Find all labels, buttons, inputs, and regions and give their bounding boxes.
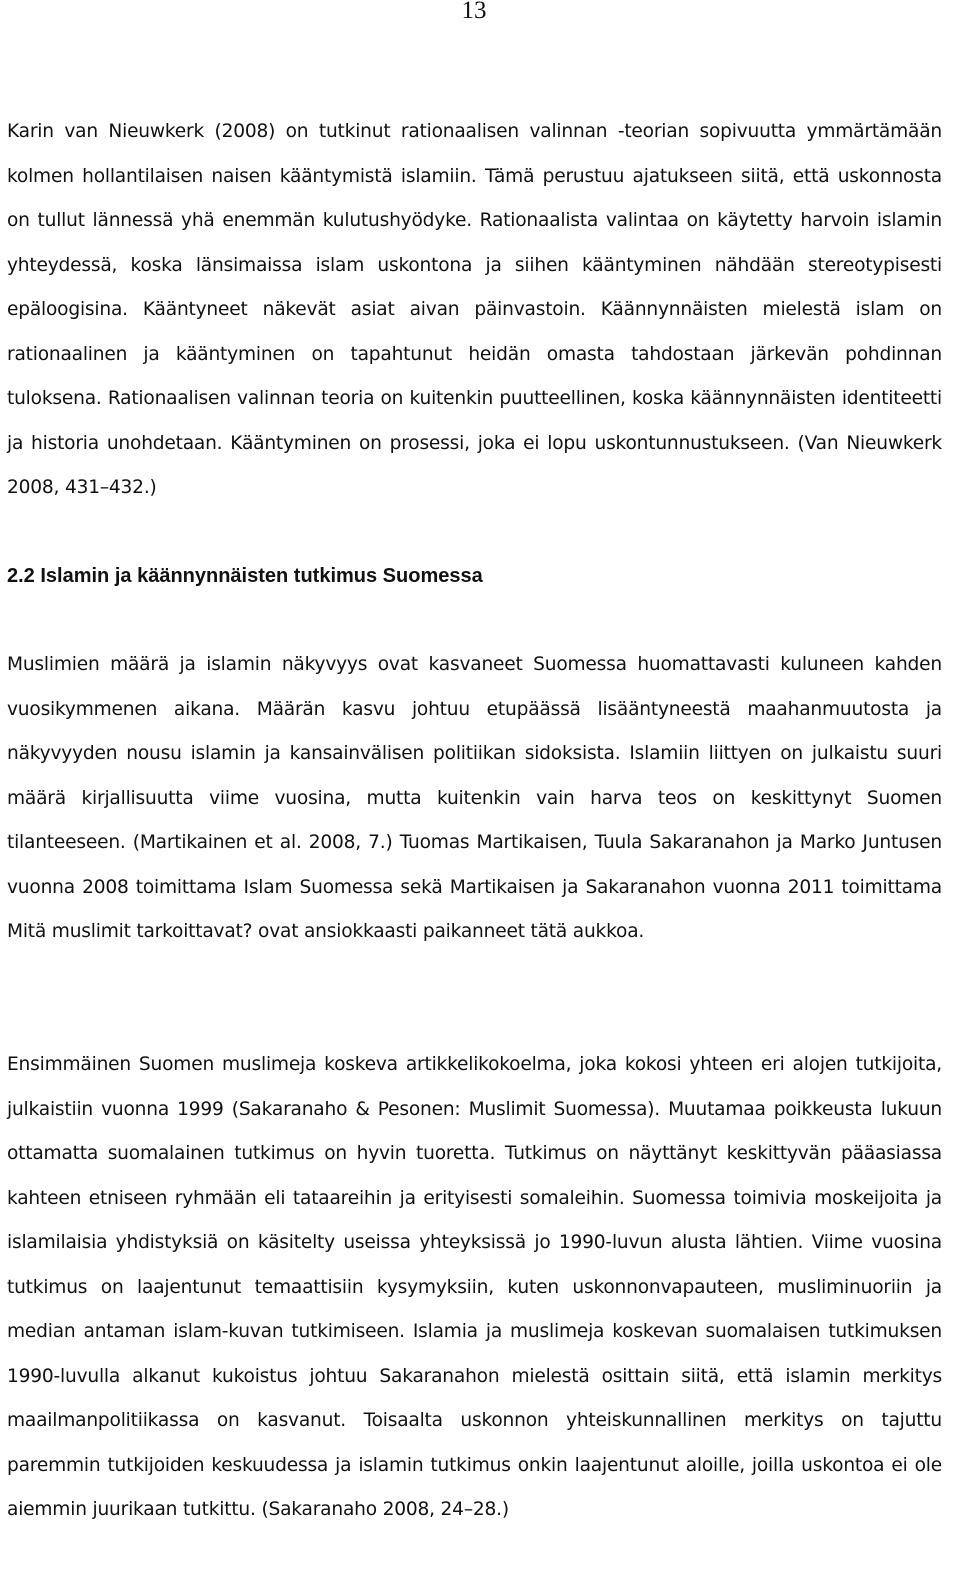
section-heading: 2.2 Islamin ja käännynnäisten tutkimus Suomessa [7,565,483,587]
paragraph-muslims-in-finland: Muslimien määrä ja islamin näkyvyys ovat kasvaneet Suomessa huomattavasti kuluneen kahden vuosikymmenen aikana. Määrän kasvu johtuu etupäässä lisääntyneestä maahanmuutosta ja näkyvyyden nousu islamin ja kansainvälisen politiikan sidoksista. Islamiin liittyen on julkaistu suuri määrä kirjallisuutta viime vuosina, mutta kuitenkin vain harva teos on keskittynyt Suomen tilanteeseen. (Martikainen et al. 2008, 7.) Tuomas Martikaisen, Tuula Sakaranahon ja Marko Juntusen vuonna 2008 toimittama Islam Suomessa sekä Martikaisen ja Sakaranahon vuonna 2011 toimittama Mitä muslimit tarkoittavat? ovat ansiokkaasti paikanneet tätä aukkoa. [7,654,942,942]
paragraph-research-history: Ensimmäinen Suomen muslimeja koskeva artikkelikokoelma, joka kokosi yhteen eri alojen tutkijoita, julkaistiin vuonna 1999 (Sakaranaho & Pesonen: Muslimit Suomessa). Muutamaa poikkeusta lukuun ottamatta suomalainen tutkimus on hyvin tuoretta. Tutkimus on näyttänyt keskittyvän pääasiassa kahteen etniseen ryhmään eli tataareihin ja erityisesti somaleihin. Suomessa toimivia moskeijoita ja islamilaisia yhdistyksiä on käsitelty useissa yhteyksissä jo 1990-luvun alusta lähtien. Viime vuosina tutkimus on laajentunut temaattisiin kysymyksiin, kuten uskonnonvapauteen, musliminuoriin ja median antaman islam-kuvan tutkimiseen. Islamia ja muslimeja koskevan suomalaisen tutkimuksen 1990-luvulla alkanut kukoistus johtuu Sakaranahon mielestä osittain siitä, että islamin merkitys maailmanpolitiikassa on kasvanut. Toisaalta uskonnon yhteiskunnallinen merkitys on tajuttu paremmin tutkijoiden keskuudessa ja islamin tutkimus onkin laajentunut aloille, joilla uskontoa ei ole aiemmin juurikaan tutkittu. (Sakaranaho 2008, 24–28.) [7,1054,942,1520]
page-number: 13 [461,0,487,24]
paragraph-van-nieuwkerk: Karin van Nieuwkerk (2008) on tutkinut rationaalisen valinnan -teorian sopivuutta ymmärtämään kolmen hollantilaisen naisen kääntymistä islamiin. Tämä perustuu ajatukseen siitä, että uskonnosta on tullut lännessä yhä enemmän kulutushyödyke. Rationaalista valintaa on käytetty harvoin islamin yhteydessä, koska länsimaissa islam uskontona ja siihen kääntyminen nähdään stereotypisesti epäloogisina. Kääntyneet näkevät asiat aivan päinvastoin. Käännynnäisten mielestä islam on rationaalinen ja kääntyminen on tapahtunut heidän omasta tahdostaan järkevän pohdinnan tuloksena. Rationaalisen valinnan teoria on kuitenkin puutteellinen, koska käännynnäisten identiteetti ja historia unohdetaan. Kääntyminen on prosessi, joka ei lopu uskontunnustukseen. (Van Nieuwkerk 2008, 431–432.) [7,121,942,498]
